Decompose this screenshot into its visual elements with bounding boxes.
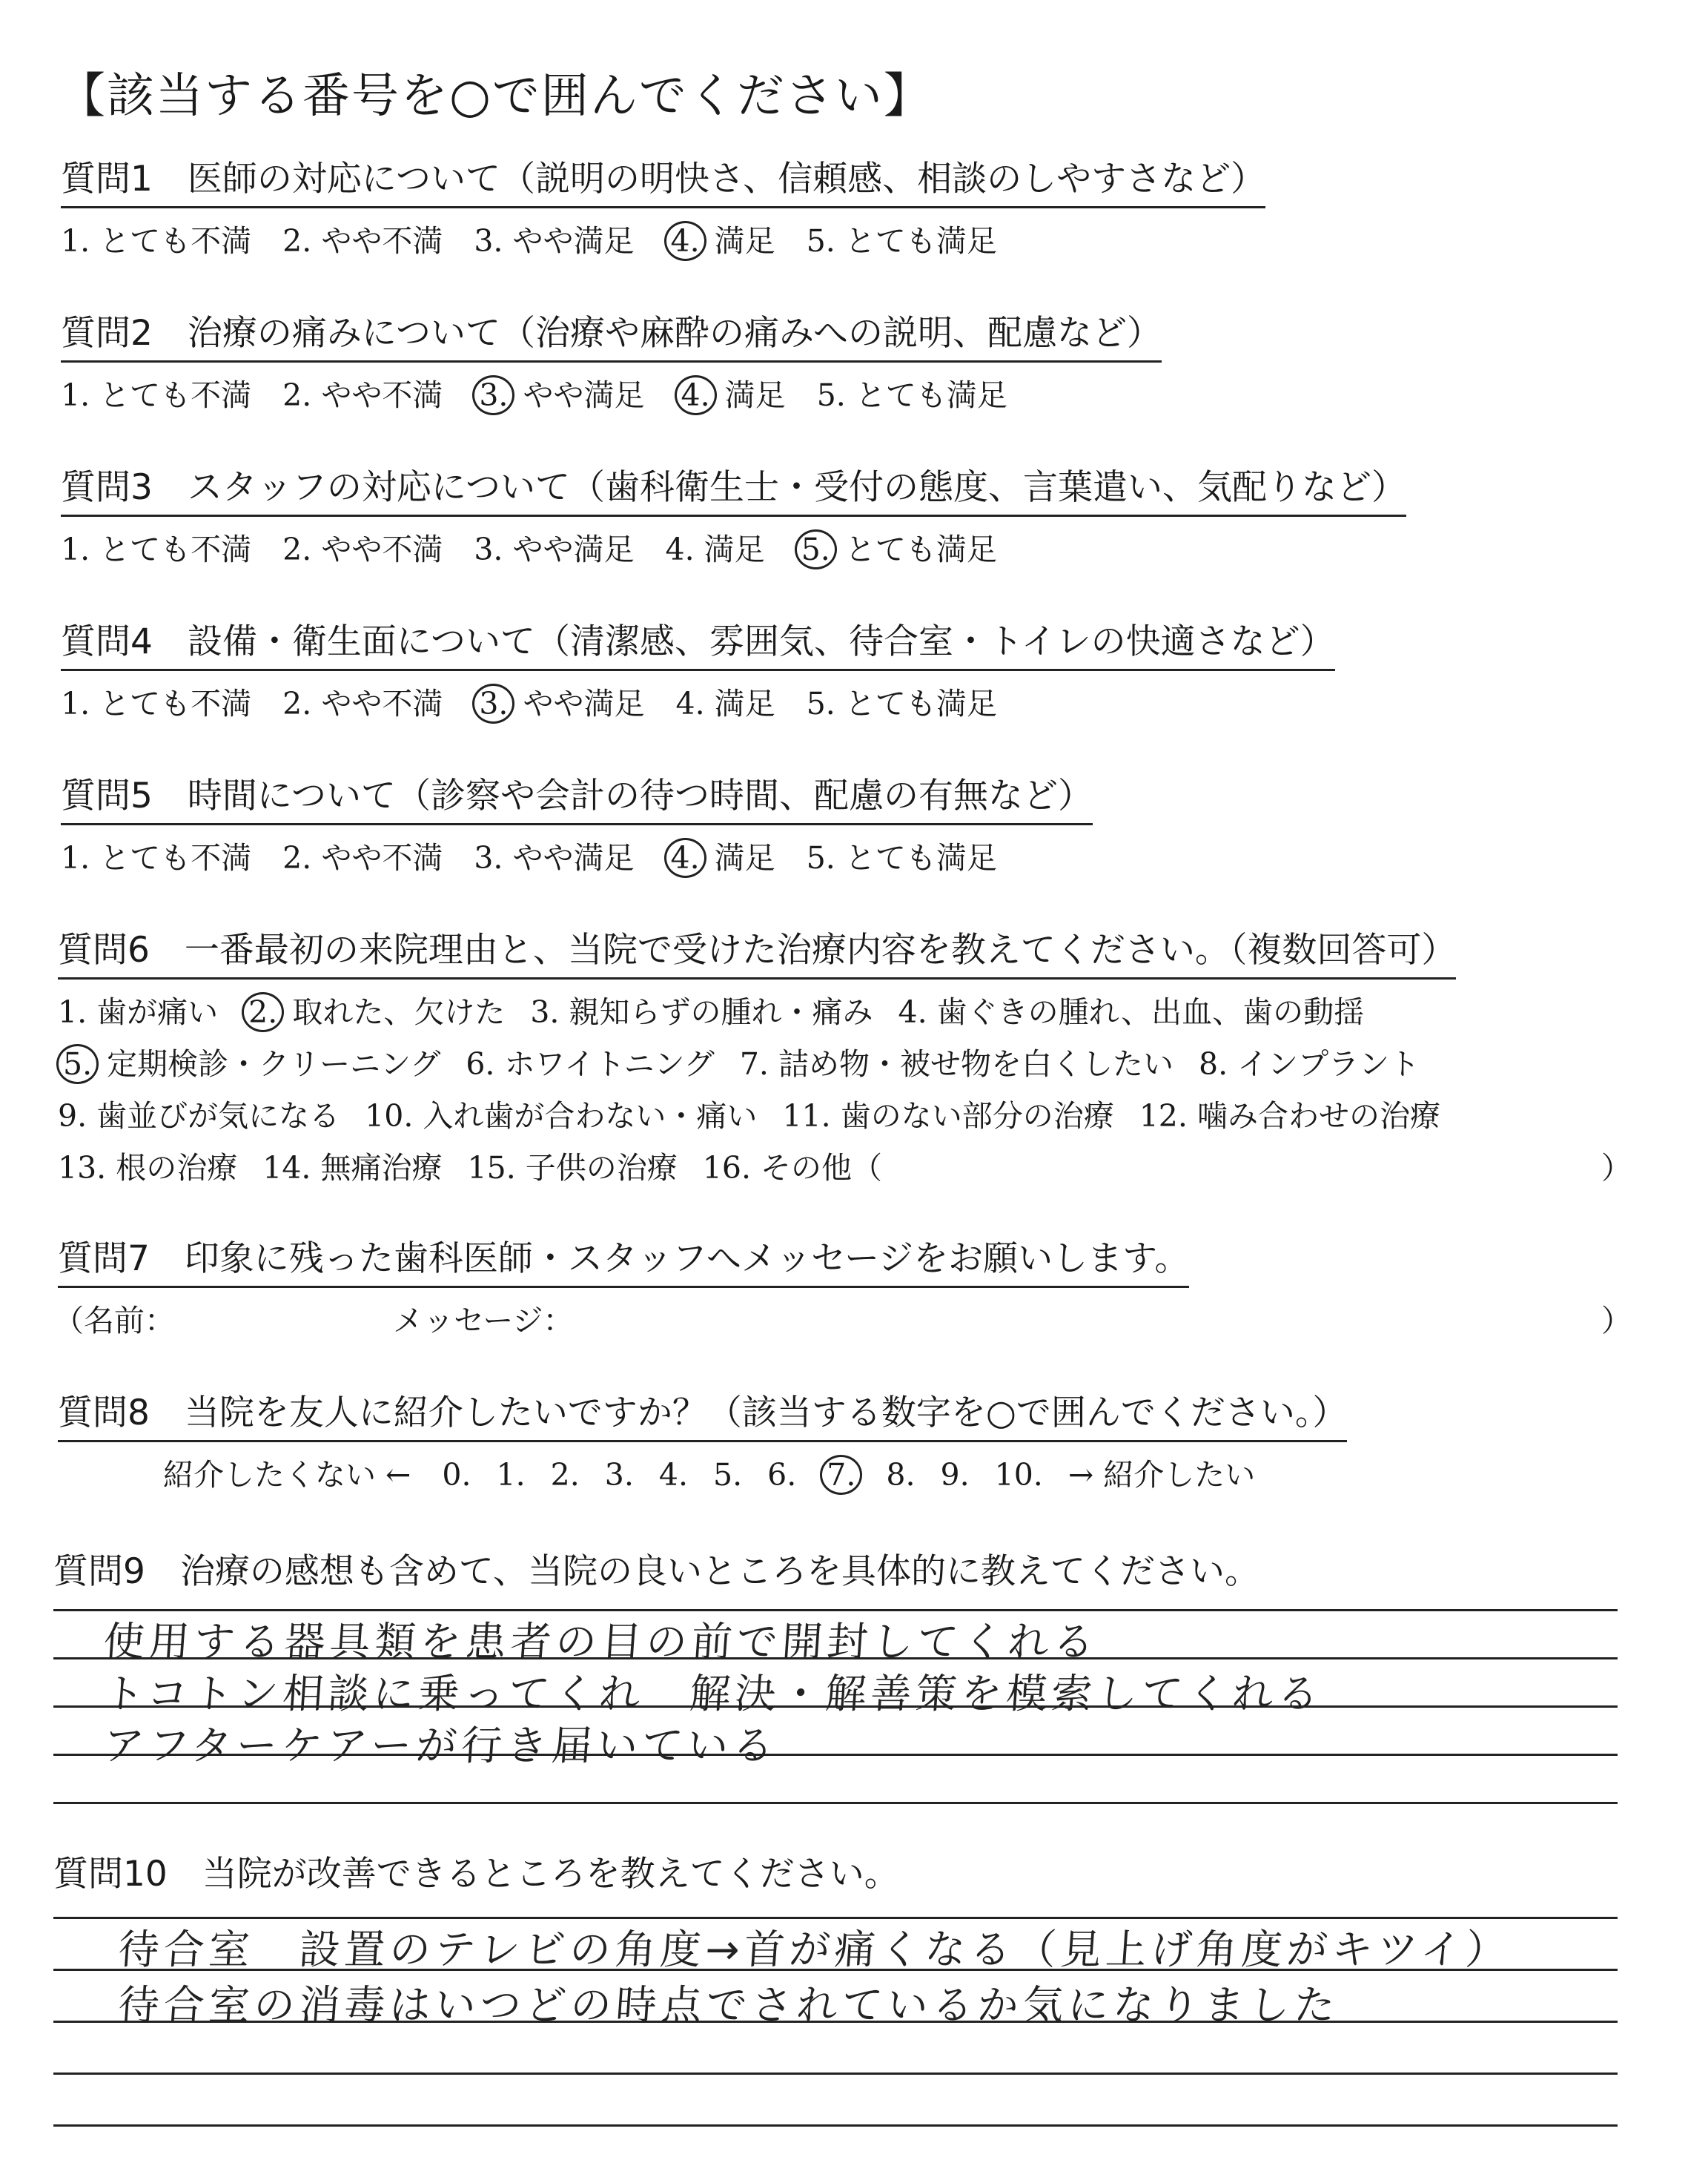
question-3-title: 質問3 スタッフの対応について（歯科衛生士・受付の態度、言葉遣い、気配りなど） [61, 466, 1406, 517]
q6-option-8-number: 8. [1198, 1046, 1228, 1082]
q4-option-3[interactable] [474, 679, 644, 723]
question-2-title: 質問2 治療の痛みについて（治療や麻酔の痛みへの説明、配慮など） [61, 311, 1162, 363]
q6-option-6-number: 6. [466, 1046, 495, 1082]
q6-option-9[interactable] [58, 1091, 340, 1135]
question-8-scale [163, 1450, 1286, 1494]
q3-option-1-label: とても不満 [90, 532, 252, 567]
q6-option-13-label: 根の治療 [106, 1150, 238, 1186]
q3-option-5[interactable] [796, 525, 997, 569]
q1-option-1-number: 1. [61, 223, 90, 259]
q5-option-2-label: やや不満 [311, 840, 443, 876]
q3-option-3-number: 3. [474, 532, 503, 567]
question-8-title: 質問8 当院を友人に紹介したいですか？（該当する数字を○で囲んでください。） [58, 1391, 1347, 1442]
question-6-close-paren: ） [1601, 1150, 1632, 1186]
question-5-options [61, 833, 1028, 877]
q6-option-12-number: 12. [1139, 1098, 1188, 1134]
q4-option-4-number: 4. [675, 686, 705, 721]
q8-scale-7-number: 7. [820, 1455, 862, 1495]
q6-option-7-number: 7. [739, 1046, 769, 1082]
q1-option-5[interactable] [807, 217, 997, 260]
q4-option-5-number: 5. [806, 686, 835, 721]
q2-option-4-label: 満足 [715, 377, 786, 413]
q8-left-label: 紹介したくない ← [163, 1457, 411, 1493]
q3-option-3-label: やや満足 [503, 532, 635, 567]
q8-scale-4-number: 4. [658, 1457, 689, 1493]
q2-option-1[interactable] [61, 371, 251, 415]
q8-scale-1[interactable] [497, 1457, 526, 1493]
q8-scale-10-number: 10. [994, 1457, 1043, 1493]
q4-option-2[interactable] [282, 679, 443, 723]
question-9-title: 質問9 治療の感想も含めて、当院の良いところを具体的に教えてください。 [53, 1551, 1260, 1592]
q5-option-3[interactable] [474, 833, 634, 877]
q6-option-6-label: ホワイトニング [494, 1046, 715, 1082]
q9-answer-1: 使用する器具類を患者の目の前で開封してくれる [102, 1618, 1100, 1665]
question-5-title: 質問5 時間について（診察や会計の待つ時間、配慮の有無など） [61, 774, 1093, 825]
q6-option-9-label: 歯並びが気になる [87, 1098, 340, 1134]
q5-option-3-label: やや満足 [503, 840, 635, 876]
q3-option-3[interactable] [474, 525, 634, 569]
question-6-row-1 [58, 988, 1389, 1031]
q8-scale-2-number: 2. [550, 1457, 580, 1493]
q10-answer-2: 待合室の消毒はいつどの時点でされているか気になりました [116, 1981, 1341, 2029]
q6-option-5-number: 5. [56, 1044, 99, 1084]
q3-option-5-label: とても満足 [835, 532, 997, 567]
q5-option-5[interactable] [807, 833, 997, 877]
q6-option-10-label: 入れ歯が合わない・痛い [413, 1098, 758, 1134]
answer-line [53, 2073, 1618, 2075]
q4-option-3-label: やや満足 [513, 686, 645, 721]
q5-option-1-label: とても不満 [90, 840, 252, 876]
q3-option-4-number: 4. [665, 532, 695, 567]
q8-scale-9-number: 9. [940, 1457, 970, 1493]
q8-scale-1-number: 1. [496, 1457, 526, 1493]
q2-option-1-number: 1. [61, 377, 90, 413]
q1-option-3-label: やや満足 [503, 223, 635, 259]
question-1-options [61, 217, 1028, 260]
q6-option-7[interactable] [740, 1040, 1174, 1083]
q1-option-2[interactable] [282, 217, 443, 260]
q6-option-11-label: 歯のない部分の治療 [830, 1098, 1114, 1134]
q6-option-15-number: 15. [467, 1150, 516, 1186]
q6-option-14[interactable] [262, 1143, 442, 1187]
q6-option-11[interactable] [782, 1091, 1113, 1135]
message-label: メッセージ： [393, 1303, 574, 1338]
q2-option-4-number: 4. [675, 375, 717, 415]
q8-scale-2[interactable] [551, 1457, 580, 1493]
q1-option-4-number: 4. [664, 221, 706, 261]
q2-option-4[interactable] [676, 371, 786, 415]
q1-option-2-label: やや不満 [311, 223, 443, 259]
q5-option-2[interactable] [282, 833, 443, 877]
q4-option-4-label: 満足 [704, 686, 775, 721]
q8-scale-3-number: 3. [604, 1457, 634, 1493]
q3-option-4[interactable] [666, 525, 765, 569]
q6-option-10[interactable] [365, 1091, 757, 1135]
q3-option-2-label: やや不満 [311, 532, 443, 567]
q3-option-1[interactable] [61, 525, 251, 569]
q2-option-5[interactable] [817, 371, 1007, 415]
answer-line [53, 1802, 1618, 1804]
q5-option-4-number: 4. [664, 838, 706, 878]
question-2-options [61, 371, 1039, 415]
q6-option-5-label: 定期検診・クリーニング [97, 1046, 441, 1082]
q4-option-2-label: やや不満 [311, 686, 443, 721]
q9-answer-3: アフターケアーが行き届いている [102, 1722, 780, 1769]
q6-option-12[interactable] [1139, 1091, 1440, 1135]
q2-option-3-number: 3. [472, 375, 514, 415]
q6-option-16-label: その他（ [751, 1150, 883, 1186]
q5-option-1[interactable] [61, 833, 251, 877]
q1-option-3[interactable] [474, 217, 634, 260]
q6-option-4-label: 歯ぐきの腫れ、出血、歯の動揺 [927, 994, 1365, 1030]
question-7-close-paren: ） [1601, 1303, 1632, 1338]
q3-option-4-label: 満足 [694, 532, 765, 567]
q8-scale-6-number: 6. [767, 1457, 797, 1493]
q4-option-1-number: 1. [61, 686, 90, 721]
q1-option-5-label: とても満足 [835, 223, 997, 259]
question-10-title: 質問10 当院が改善できるところを教えてください。 [53, 1854, 899, 1895]
q6-option-4-number: 4. [898, 994, 927, 1030]
name-label: （名前： [53, 1303, 175, 1338]
q5-option-3-number: 3. [474, 840, 503, 876]
question-6-row-3 [58, 1091, 1466, 1135]
q4-option-2-number: 2. [282, 686, 312, 721]
q2-option-3[interactable] [474, 371, 644, 415]
q6-option-16-number: 16. [702, 1150, 752, 1186]
q8-scale-0-number: 0. [442, 1457, 471, 1493]
q6-option-5[interactable] [58, 1040, 440, 1083]
q6-option-2-label: 取れた、欠けた [282, 994, 506, 1030]
q6-option-7-label: 詰め物・被せ物を白くしたい [768, 1046, 1174, 1082]
q8-scale-4[interactable] [659, 1457, 688, 1493]
q6-option-10-number: 10. [365, 1098, 414, 1134]
answer-line [53, 2124, 1618, 2127]
q6-option-1-label: 歯が痛い [87, 994, 219, 1030]
q6-option-11-number: 11. [782, 1098, 831, 1134]
q4-option-3-number: 3. [472, 684, 514, 724]
q3-option-5-number: 5. [795, 529, 837, 569]
q4-option-5-label: とても満足 [835, 686, 997, 721]
q8-scale-3[interactable] [605, 1457, 634, 1493]
q6-option-14-label: 無痛治療 [311, 1150, 443, 1186]
q6-option-3[interactable] [530, 988, 873, 1031]
q8-scale-9[interactable] [941, 1457, 970, 1493]
q6-option-6[interactable] [466, 1040, 714, 1083]
q3-option-2[interactable] [282, 525, 443, 569]
q6-option-15-label: 子供の治療 [515, 1150, 678, 1186]
question-3-options [61, 525, 1028, 569]
q8-scale-0[interactable] [442, 1457, 471, 1493]
q2-option-5-number: 5. [816, 377, 846, 413]
question-6-title: 質問6 一番最初の来院理由と、当院で受けた治療内容を教えてください。（複数回答可） [58, 928, 1456, 980]
q6-option-12-label: 噛み合わせの治療 [1187, 1098, 1440, 1134]
q6-option-13[interactable] [58, 1143, 237, 1187]
q5-option-5-number: 5. [806, 840, 835, 876]
q2-option-2[interactable] [282, 371, 443, 415]
q1-option-3-number: 3. [474, 223, 503, 259]
q1-option-1[interactable] [61, 217, 251, 260]
q6-option-15[interactable] [468, 1143, 678, 1187]
q5-option-4[interactable] [666, 833, 775, 877]
q10-answer-1: 待合室 設置のテレビの角度→首が痛くなる（見上げ角度がキツイ） [116, 1926, 1513, 1973]
q8-scale-5-number: 5. [713, 1457, 743, 1493]
q6-option-8[interactable] [1199, 1040, 1420, 1083]
q8-scale-8-number: 8. [886, 1457, 916, 1493]
q6-option-2-number: 2. [242, 992, 284, 1032]
q3-option-2-number: 2. [282, 532, 312, 567]
q8-scale-7[interactable] [821, 1457, 861, 1493]
q2-option-2-number: 2. [282, 377, 312, 413]
question-4-title: 質問4 設備・衛生面について（清潔感、雰囲気、待合室・トイレの快適さなど） [61, 620, 1335, 671]
q6-option-14-number: 14. [262, 1150, 311, 1186]
question-6-row-2 [58, 1040, 1445, 1083]
q1-option-2-number: 2. [282, 223, 312, 259]
q1-option-1-label: とても不満 [90, 223, 252, 259]
q1-option-5-number: 5. [806, 223, 835, 259]
q4-option-5[interactable] [807, 679, 997, 723]
q6-option-4[interactable] [898, 988, 1365, 1031]
q8-scale-8[interactable] [886, 1457, 915, 1493]
q9-answer-2: トコトン相談に乗ってくれ 解決・解善策を模索してくれる [102, 1670, 1325, 1717]
q2-option-5-label: とても満足 [845, 377, 1007, 413]
question-4-options [61, 679, 1028, 723]
q6-option-3-number: 3. [530, 994, 560, 1030]
q8-right-label: → 紹介したい [1068, 1457, 1256, 1493]
q1-option-4[interactable] [666, 217, 775, 260]
q6-option-8-label: インプラント [1228, 1046, 1420, 1082]
q6-option-2[interactable] [243, 988, 505, 1031]
q5-option-2-number: 2. [282, 840, 312, 876]
q4-option-1-label: とても不満 [90, 686, 252, 721]
q5-option-4-label: 満足 [704, 840, 775, 876]
q4-option-4[interactable] [676, 679, 775, 723]
q4-option-1[interactable] [61, 679, 251, 723]
q8-scale-10[interactable] [995, 1457, 1043, 1493]
q6-option-16[interactable] [703, 1143, 882, 1187]
q5-option-1-number: 1. [61, 840, 90, 876]
question-7-title: 質問7 印象に残った歯科医師・スタッフへメッセージをお願いします。 [58, 1237, 1189, 1288]
form-title: 【該当する番号を○で囲んでください】 [58, 69, 933, 124]
q2-option-1-label: とても不満 [90, 377, 252, 413]
q3-option-1-number: 1. [61, 532, 90, 567]
q5-option-5-label: とても満足 [835, 840, 997, 876]
q6-option-9-number: 9. [58, 1098, 87, 1134]
q1-option-4-label: 満足 [704, 223, 775, 259]
q6-option-1[interactable] [58, 988, 218, 1031]
question-1-title: 質問1 医師の対応について（説明の明快さ、信頼感、相談のしやすさなど） [61, 157, 1265, 208]
q8-scale-6[interactable] [767, 1457, 796, 1493]
q6-option-3-label: 親知らずの腫れ・痛み [559, 994, 873, 1030]
q2-option-2-label: やや不満 [311, 377, 443, 413]
q8-scale-5[interactable] [713, 1457, 742, 1493]
question-6-row-4 [58, 1143, 907, 1187]
q6-option-13-number: 13. [58, 1150, 107, 1186]
q6-option-1-number: 1. [58, 994, 87, 1030]
q2-option-3-label: やや満足 [513, 377, 645, 413]
